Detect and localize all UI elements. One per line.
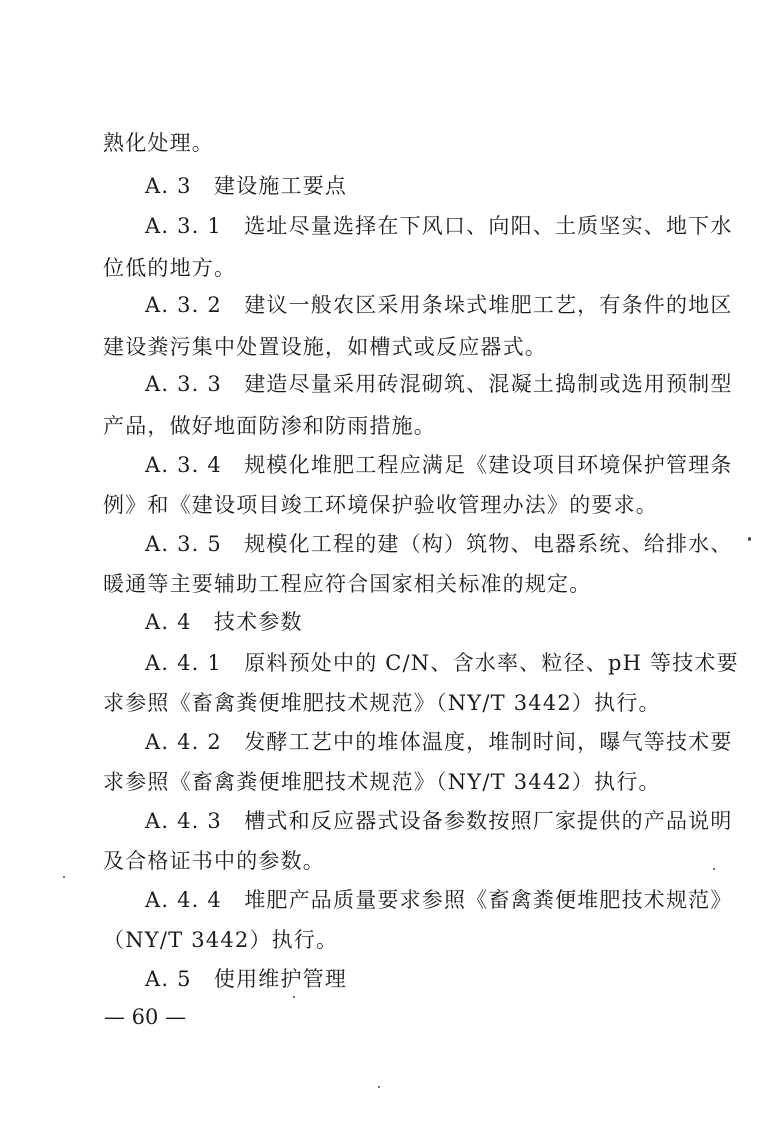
paragraph-line: A. 3. 1 选址尽量选择在下风口、向阳、土质坚实、地下水 bbox=[145, 214, 733, 238]
section-heading-a5: A. 5 使用维护管理 bbox=[145, 967, 348, 991]
paragraph-line: 暖通等主要辅助工程应符合国家相关标准的规定。 bbox=[103, 572, 592, 596]
scan-speck bbox=[293, 996, 295, 998]
page-number: — 60 — bbox=[104, 1005, 187, 1029]
paragraph-line: A. 3. 4 规模化堆肥工程应满足《建设项目环境保护管理条 bbox=[145, 453, 733, 477]
paragraph-line: （NY/T 3442）执行。 bbox=[103, 928, 339, 952]
paragraph-line: 建设粪污集中处置设施，如槽式或反应器式。 bbox=[103, 335, 547, 359]
paragraph-line: A. 3. 2 建议一般农区采用条垛式堆肥工艺，有条件的地区 bbox=[145, 293, 733, 317]
scan-speck bbox=[63, 876, 65, 878]
paragraph-line: 例》和《建设项目竣工环境保护验收管理办法》的要求。 bbox=[103, 493, 658, 517]
paragraph-line: 熟化处理。 bbox=[103, 131, 214, 155]
paragraph-line: A. 4. 3 槽式和反应器式设备参数按照厂家提供的产品说明 bbox=[145, 809, 733, 833]
paragraph-line: A. 3. 3 建造尽量采用砖混砌筑、混凝土捣制或选用预制型 bbox=[145, 372, 733, 396]
paragraph-line: A. 4. 4 堆肥产品质量要求参照《畜禽粪便堆肥技术规范》 bbox=[145, 888, 733, 912]
paragraph-line: A. 4. 1 原料预处中的 C/N、含水率、粒径、pH 等技术要 bbox=[145, 651, 739, 675]
paragraph-line: 产品，做好地面防渗和防雨措施。 bbox=[103, 414, 436, 438]
scan-speck bbox=[748, 537, 751, 541]
section-heading-a3: A. 3 建设施工要点 bbox=[145, 174, 348, 198]
paragraph-line: 求参照《畜禽粪便堆肥技术规范》（NY/T 3442）执行。 bbox=[103, 770, 661, 794]
paragraph-line: 位低的地方。 bbox=[103, 256, 237, 280]
scan-speck bbox=[378, 1086, 380, 1088]
section-heading-a4: A. 4 技术参数 bbox=[145, 610, 303, 634]
paragraph-line: A. 4. 2 发酵工艺中的堆体温度，堆制时间，曝气等技术要 bbox=[145, 730, 733, 754]
scan-speck bbox=[713, 868, 715, 870]
paragraph-line: 及合格证书中的参数。 bbox=[103, 849, 325, 873]
paragraph-line: A. 3. 5 规模化工程的建（构）筑物、电器系统、给排水、 bbox=[145, 532, 733, 556]
paragraph-line: 求参照《畜禽粪便堆肥技术规范》（NY/T 3442）执行。 bbox=[103, 691, 661, 715]
